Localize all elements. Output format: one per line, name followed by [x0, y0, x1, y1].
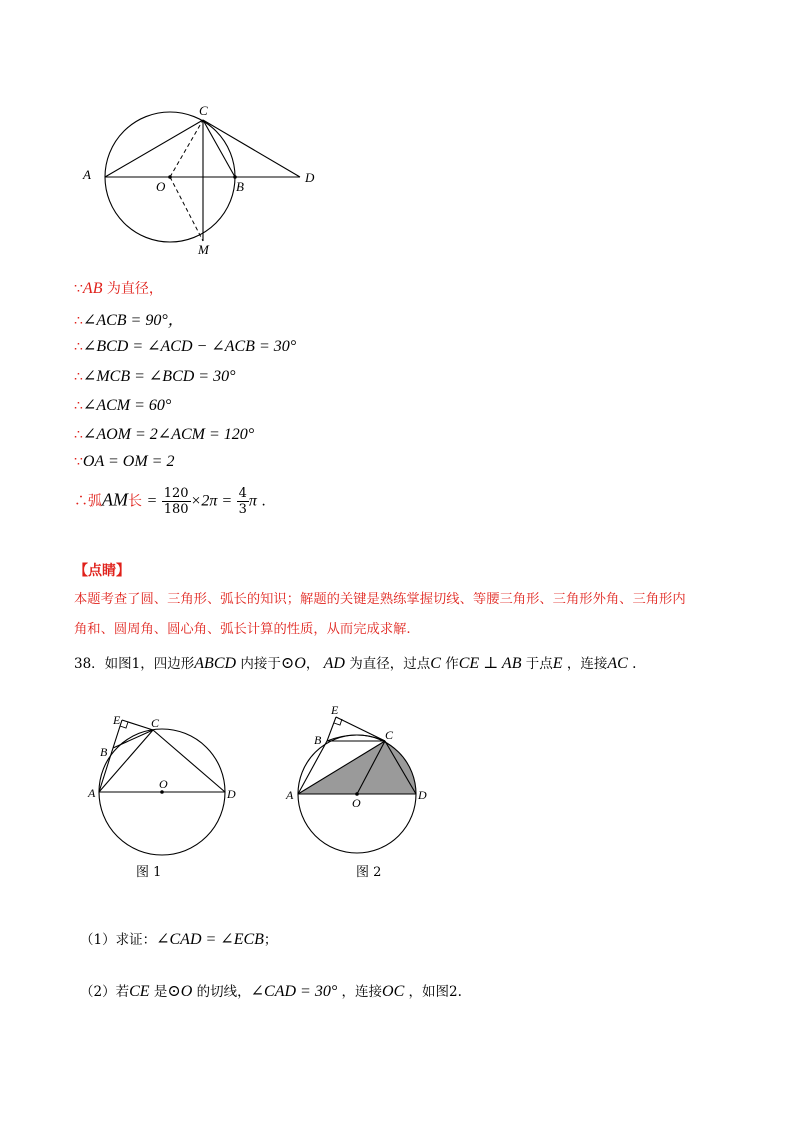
- line-oc-dashed: [170, 120, 203, 177]
- solution-line-6: ∴∠AOM = 2∠ACM = 120°: [74, 426, 255, 443]
- figure-1-quadrilateral: [80, 710, 250, 880]
- line-be: [327, 717, 336, 741]
- label-c: C: [385, 728, 394, 742]
- label-m: M: [198, 242, 209, 257]
- label-c: C: [199, 103, 208, 118]
- comment-title: 【点睛】: [74, 563, 130, 579]
- label-a: A: [286, 788, 294, 802]
- figure-circle-tangent: [60, 95, 350, 265]
- solution-line-5: ∴∠ACM = 60°: [74, 397, 172, 414]
- figure-1-caption: 图 1: [136, 865, 162, 880]
- solution-line-3: ∴∠BCD = ∠ACD − ∠ACB = 30°: [74, 338, 297, 355]
- solution-line-7: ∵OA = OM = 2: [74, 453, 175, 470]
- solution-line-2: ∴∠ACB = 90°，: [74, 312, 184, 329]
- figure-2-caption: 图 2: [356, 865, 382, 880]
- problem-38-statement: 38．如图1，四边形ABCD 内接于⊙O， AD 为直径，过点C 作CE ⊥ AB 于点E ，连接AC .: [74, 655, 637, 672]
- line-cd: [203, 120, 300, 177]
- label-d: D: [227, 787, 236, 801]
- solution-line-8: ∴弧AM长 = $\frac{120}{180}$ ×2π = $\frac{4}{3}$ π .: [74, 486, 266, 517]
- fraction-4-3: $\frac{4}{3}$: [238, 486, 247, 517]
- label-a: A: [83, 167, 91, 182]
- shaded-region: [298, 741, 416, 794]
- line-ac: [105, 120, 203, 177]
- line-bc: [113, 730, 153, 748]
- solution-line-1: ∵AB 为直径，: [74, 280, 163, 297]
- part-2: （2）若CE 是⊙O 的切线，∠CAD = 30° ，连接OC ，如图2.: [80, 983, 462, 1000]
- label-b: B: [314, 733, 322, 747]
- label-b: B: [100, 745, 108, 759]
- label-d: D: [305, 170, 315, 185]
- label-o: O: [159, 777, 168, 791]
- label-d: D: [418, 788, 427, 802]
- line-om-dashed: [170, 177, 203, 241]
- comment-line-2: 角和、圆周角、圆心角、弧长计算的性质，从而完成求解.: [74, 622, 411, 637]
- part-1: （1）求证：∠CAD = ∠ECB；: [80, 931, 278, 948]
- line-cb: [203, 120, 235, 177]
- label-a: A: [88, 786, 96, 800]
- line-ce: [336, 717, 385, 741]
- fraction-120-180: $\frac{120}{180}$: [163, 486, 189, 517]
- comment-line-1: 本题考查了圆、三角形、弧长的知识；解题的关键是熟练掌握切线、等腰三角形、三角形外角、三角形内: [74, 592, 686, 607]
- label-o: O: [352, 796, 361, 810]
- label-b: B: [236, 179, 244, 194]
- point-o: [168, 175, 172, 179]
- figure-2-quadrilateral: [277, 695, 447, 880]
- label-e: E: [331, 703, 339, 717]
- solution-line-4: ∴∠MCB = ∠BCD = 30°: [74, 368, 236, 385]
- arc-bc: [327, 735, 385, 741]
- label-e: E: [113, 713, 121, 727]
- label-o: O: [156, 179, 166, 194]
- label-c: C: [151, 716, 160, 730]
